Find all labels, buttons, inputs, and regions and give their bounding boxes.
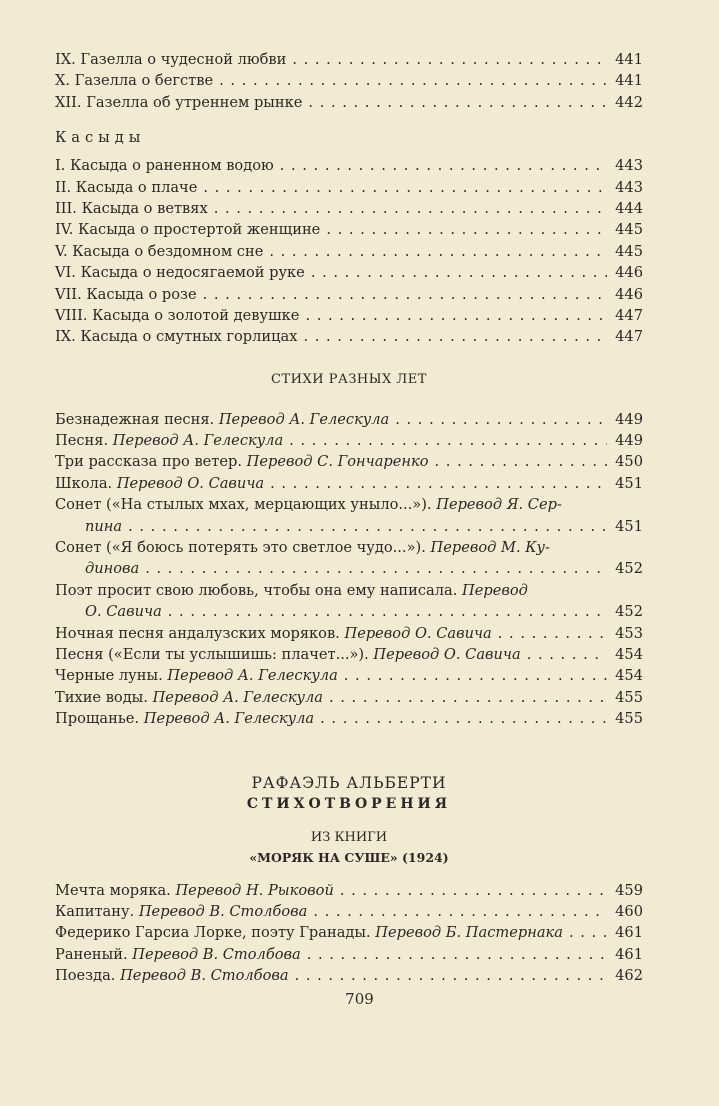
toc-entry: [55, 409, 643, 430]
dot-leader: [435, 451, 607, 472]
entry-title: [55, 451, 429, 472]
entry-title: [55, 708, 314, 729]
toc-entry: [55, 665, 643, 686]
dot-leader: [219, 70, 607, 91]
entry-title: [55, 177, 197, 198]
entry-title: [55, 70, 213, 91]
entry-page: 441: [615, 51, 643, 68]
entry-page: 452: [615, 560, 643, 578]
toc-entry: [55, 880, 643, 901]
entry-title-text: Черные луны.: [55, 667, 163, 685]
entry-page: 443: [615, 157, 643, 175]
dot-leader: [214, 198, 607, 219]
dot-leader: [498, 623, 607, 644]
entry-title: [55, 901, 307, 922]
entry-page: 450: [615, 453, 643, 471]
entry-title: [55, 473, 264, 494]
entry-title-text: Поэт просит свою любовь, чтобы она ему написала.: [55, 581, 458, 599]
toc-entry: [55, 49, 643, 70]
entry-translator: Перевод В. Столбова: [120, 967, 289, 985]
entry-title-text: Федерико Гарсиа Лорке, поэту Гранады.: [55, 924, 371, 942]
entry-title-text: XII. Газелла об утреннем рынке: [55, 93, 303, 111]
toc-entry: [55, 965, 643, 986]
dot-leader: [329, 687, 607, 708]
entry-page: 446: [615, 264, 643, 282]
entry-title-text: Песня.: [55, 432, 109, 450]
dot-leader: [527, 644, 607, 665]
entry-translator: Перевод: [462, 581, 528, 599]
section-heading-various: СТИХИ РАЗНЫХ ЛЕТ: [271, 371, 427, 387]
entry-title: [55, 965, 289, 986]
entry-page: 445: [615, 221, 643, 239]
entry-title: [55, 644, 521, 665]
entry-title-text: Ночная песня андалузских моряков.: [55, 624, 340, 642]
entry-page: 449: [615, 432, 643, 450]
entry-title: [55, 494, 562, 515]
entry-page: 442: [615, 93, 643, 111]
entry-translator: Перевод О. Савича: [344, 624, 492, 642]
entry-page: 441: [615, 72, 643, 90]
toc-entry: [55, 644, 643, 665]
toc-entry: [55, 177, 643, 198]
entry-translator: Перевод А. Гелескула: [112, 432, 284, 450]
dot-leader: [307, 944, 607, 965]
toc-entry: [55, 580, 643, 601]
entry-translator: Перевод А. Гелескула: [167, 667, 338, 685]
dot-leader: [292, 49, 607, 70]
entry-title: [55, 944, 301, 965]
entry-title-text: Три рассказа про ветер.: [55, 453, 242, 471]
toc-entry: [55, 708, 643, 729]
entry-page: 443: [615, 178, 643, 196]
dot-leader: [168, 601, 607, 622]
toc-entry: [55, 494, 643, 515]
entry-page: 452: [615, 603, 643, 621]
entry-title: [55, 537, 550, 558]
entry-title-text: III. Касыда о ветвях: [55, 199, 208, 217]
dot-leader: [326, 219, 607, 240]
entry-title: [55, 580, 528, 601]
entry-title: [55, 305, 299, 326]
dot-leader: [203, 177, 607, 198]
entry-page: 460: [615, 902, 643, 920]
toc-entry: [55, 70, 643, 91]
toc-entry: [55, 430, 643, 451]
entry-title: [55, 326, 297, 347]
entry-title-text: I. Касыда о раненном водою: [55, 157, 274, 175]
entry-page: 455: [615, 710, 643, 728]
section-heading-qasidas: Касыды: [55, 129, 146, 147]
entry-translator: Перевод О. Савича: [116, 474, 265, 492]
entry-translator: Перевод В. Столбова: [138, 902, 308, 920]
dot-leader: [320, 708, 607, 729]
dot-leader: [145, 558, 607, 579]
entry-translator: Перевод А. Гелескула: [152, 688, 323, 706]
entry-title: [55, 430, 283, 451]
entry-title-text: Сонет («Я боюсь потерять это светлое чудо...»).: [55, 539, 426, 557]
entry-translator-cont: динова: [85, 560, 140, 578]
entry-title-text: Песня («Если ты услышишь: плачет...»).: [55, 645, 369, 663]
toc-entry-continuation: [55, 558, 643, 579]
entry-title: [55, 409, 389, 430]
dot-leader: [308, 92, 607, 113]
toc-entry: [55, 241, 643, 262]
book-title: «МОРЯК НА СУШЕ» (1924): [249, 849, 449, 865]
toc-entry: [55, 198, 643, 219]
entry-page: 445: [615, 242, 643, 260]
dot-leader: [395, 409, 607, 430]
dot-leader: [203, 284, 607, 305]
dot-leader: [270, 473, 607, 494]
dot-leader: [128, 516, 607, 537]
entry-title-text: Тихие воды.: [55, 688, 148, 706]
toc-entry: [55, 326, 643, 347]
entry-title: [55, 241, 263, 262]
entry-translator: Перевод Я. Сер-: [436, 496, 562, 514]
toc-entry: [55, 623, 643, 644]
entry-title-text: V. Касыда о бездомном сне: [55, 242, 264, 260]
entry-title: [55, 665, 338, 686]
toc-entry: [55, 922, 643, 943]
qasidas-list: [55, 155, 643, 348]
entry-title: [55, 284, 197, 305]
entry-title-text: IX. Газелла о чудесной любви: [55, 51, 287, 68]
table-of-contents: [55, 49, 643, 987]
entry-title: [55, 623, 492, 644]
entry-title-text: Раненый.: [55, 945, 128, 963]
entry-translator-cont: О. Савича: [85, 603, 162, 621]
toc-entry: [55, 155, 643, 176]
entry-translator: Перевод Б. Пастернака: [375, 924, 563, 942]
entry-page: 461: [615, 924, 643, 942]
entry-title-text: Мечта моряка.: [55, 881, 171, 899]
toc-entry: [55, 901, 643, 922]
dot-leader: [269, 241, 607, 262]
toc-entry: [55, 305, 643, 326]
entry-title-text: VII. Касыда о розе: [55, 285, 197, 303]
entry-title: [55, 262, 305, 283]
toc-entry: [55, 219, 643, 240]
entry-title-text: II. Касыда о плаче: [55, 178, 198, 196]
dot-leader: [344, 665, 607, 686]
entry-page: 444: [615, 199, 643, 217]
entry-page: 446: [615, 285, 643, 303]
entry-title: [55, 49, 286, 70]
dot-leader: [280, 155, 607, 176]
entry-page: 454: [615, 645, 643, 663]
page-number: 709: [345, 990, 374, 1008]
gazelles-list: [55, 49, 643, 113]
entry-title: [55, 922, 563, 943]
entry-title: [55, 219, 320, 240]
entry-title-text: Капитану.: [55, 902, 135, 920]
entry-page: 451: [615, 517, 643, 535]
various-poems-list: [55, 409, 643, 730]
entry-title: [55, 155, 274, 176]
entry-translator-cont: пина: [85, 517, 123, 535]
entry-title: [55, 198, 208, 219]
entry-title: [55, 880, 334, 901]
entry-page: 447: [615, 328, 643, 346]
entry-title-text: Сонет («На стылых мхах, мерцающих уныло...»).: [55, 496, 432, 514]
toc-entry-continuation: [55, 516, 643, 537]
entry-page: 447: [615, 306, 643, 324]
entry-title-text: IX. Касыда о смутных горлицах: [55, 328, 298, 346]
entry-title-text: Поезда.: [55, 967, 116, 985]
entry-title-text: IV. Касыда о простертой женщине: [55, 221, 321, 239]
toc-entry: [55, 284, 643, 305]
toc-entry: [55, 473, 643, 494]
entry-title: [55, 92, 302, 113]
entry-title-text: VI. Касыда о недосягаемой руке: [55, 264, 305, 282]
entry-page: 454: [615, 667, 643, 685]
alberti-poems-list: [55, 880, 643, 987]
dot-leader: [303, 326, 607, 347]
toc-entry-continuation: [55, 601, 643, 622]
entry-title: [55, 687, 323, 708]
entry-translator: Перевод Н. Рыковой: [175, 881, 334, 899]
entry-translator: Перевод А. Гелескула: [143, 710, 315, 728]
entry-page: 451: [615, 474, 643, 492]
book-label: ИЗ КНИГИ: [310, 829, 388, 845]
entry-page: 453: [615, 624, 643, 642]
dot-leader: [305, 305, 607, 326]
entry-page: 461: [615, 945, 643, 963]
toc-entry: [55, 262, 643, 283]
dot-leader: [340, 880, 607, 901]
dot-leader: [311, 262, 607, 283]
entry-translator: Перевод О. Савича: [373, 645, 521, 663]
entry-translator: Перевод М. Ку-: [430, 539, 550, 557]
entry-title-text: X. Газелла о бегстве: [55, 72, 214, 90]
entry-title-text: VIII. Касыда о золотой девушке: [55, 306, 300, 324]
toc-entry: [55, 92, 643, 113]
entry-title-text: Безнадежная песня.: [55, 410, 215, 428]
toc-entry: [55, 944, 643, 965]
dot-leader: [569, 922, 607, 943]
entry-title-text: Школа.: [55, 474, 113, 492]
author-subheading: СТИХОТВОРЕНИЯ: [246, 795, 452, 812]
entry-page: 459: [615, 881, 643, 899]
entry-page: 449: [615, 410, 643, 428]
toc-entry: [55, 687, 643, 708]
author-heading: РАФАЭЛЬ АЛЬБЕРТИ: [251, 773, 447, 792]
dot-leader: [289, 430, 607, 451]
entry-title-text: Прощанье.: [55, 710, 140, 728]
entry-page: 462: [615, 967, 643, 985]
dot-leader: [295, 965, 607, 986]
entry-translator: Перевод С. Гончаренко: [246, 453, 429, 471]
toc-entry: [55, 537, 643, 558]
entry-page: 455: [615, 688, 643, 706]
dot-leader: [313, 901, 607, 922]
entry-translator: Перевод В. Столбова: [132, 945, 301, 963]
entry-translator: Перевод А. Гелескула: [218, 410, 390, 428]
toc-entry: [55, 451, 643, 472]
